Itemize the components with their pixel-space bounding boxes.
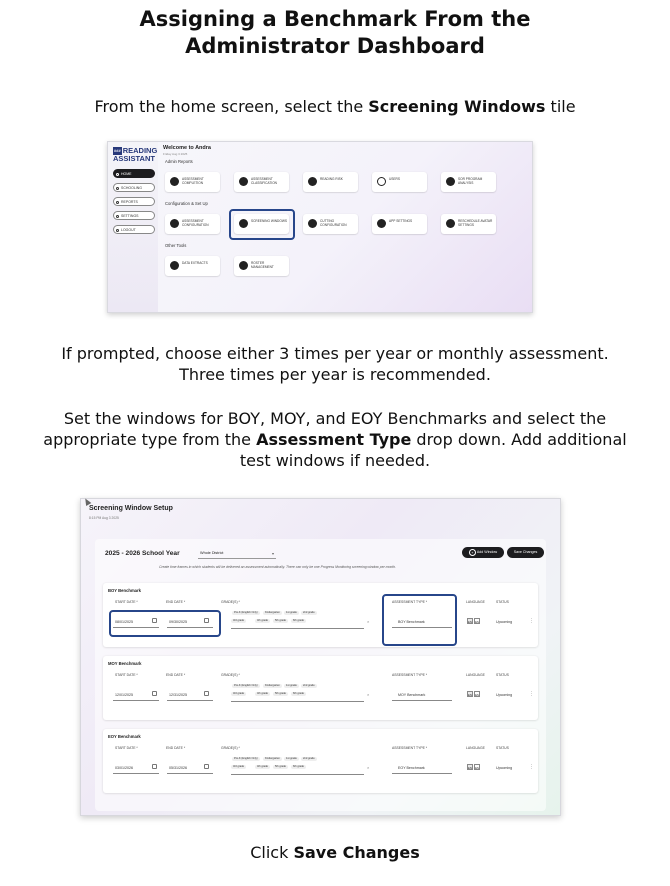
step-1-instruction bbox=[0, 96, 670, 117]
district-select[interactable] bbox=[198, 548, 276, 559]
tile-label: DATA EXTRACTS bbox=[182, 261, 208, 265]
setup-note: Create time frames in which students will be delivered an assessment automatically. There can only be one Progress Monitoring screening window per month. bbox=[159, 565, 397, 569]
benchmark-card bbox=[103, 729, 538, 793]
grade-chip[interactable]: 3rd grade bbox=[233, 619, 245, 622]
language-en-toggle[interactable]: EN bbox=[468, 766, 472, 770]
assessment-type-label: ASSESSMENT TYPE * bbox=[392, 673, 428, 677]
language-es-toggle[interactable]: ES bbox=[475, 620, 479, 624]
step-3-line-3: test windows if needed. bbox=[239, 451, 431, 470]
avatar-settings-icon bbox=[446, 219, 455, 228]
app-settings-icon bbox=[377, 219, 386, 228]
benchmark-card bbox=[103, 656, 538, 720]
tile-label: APP SETTINGS bbox=[389, 219, 413, 223]
logo-line-2: ASSISTANT bbox=[113, 154, 155, 163]
district-value: Whole District bbox=[200, 551, 224, 555]
grade-chip[interactable]: 2nd grade bbox=[303, 757, 315, 760]
grade-chip[interactable]: 6th grade bbox=[293, 692, 304, 695]
language-label: LANGUAGE bbox=[466, 673, 485, 677]
assessment-type-select[interactable]: BOY Benchmark bbox=[398, 620, 425, 624]
completion-icon bbox=[170, 177, 179, 186]
calendar-icon[interactable] bbox=[204, 691, 209, 696]
step-2-line-1: If prompted, choose either 3 times per year or monthly assessment. bbox=[61, 344, 609, 363]
assessment-type-underline bbox=[392, 700, 452, 701]
add-window-button[interactable] bbox=[462, 547, 504, 558]
tile-cutting-configuration[interactable] bbox=[303, 214, 358, 234]
step-4-instruction bbox=[0, 842, 670, 863]
title-line-1: Assigning a Benchmark From the bbox=[139, 7, 531, 31]
grades-label: GRADE(S) * bbox=[221, 746, 240, 750]
tile-label: ASSESSMENT CONFIGURATION bbox=[182, 219, 209, 227]
status-label: STATUS bbox=[496, 600, 509, 604]
assessment-type-highlight bbox=[382, 594, 457, 646]
tile-assessment-classification[interactable] bbox=[234, 172, 289, 192]
grades-label: GRADE(S) * bbox=[221, 673, 240, 677]
start-date-input[interactable]: 08/01/2025 bbox=[115, 620, 133, 624]
assessment-type-select[interactable]: EOY Benchmark bbox=[398, 766, 425, 770]
step-2-instruction bbox=[0, 343, 670, 385]
reading-assistant-logo bbox=[113, 147, 159, 163]
start-date-label: START DATE * bbox=[115, 746, 138, 750]
clear-grades-icon[interactable]: × bbox=[367, 692, 370, 697]
screening-windows-highlight bbox=[229, 209, 295, 240]
welcome-heading: Welcome to Andra bbox=[163, 145, 211, 151]
benchmark-name: BOY Benchmark bbox=[108, 588, 141, 593]
language-en-toggle[interactable]: EN bbox=[468, 693, 472, 697]
grade-chip[interactable]: 2nd grade bbox=[303, 611, 315, 614]
section-admin-reports: Admin Reports bbox=[165, 159, 193, 164]
grade-chip[interactable]: 6th grade bbox=[293, 765, 304, 768]
tile-sor-program-analysis[interactable] bbox=[441, 172, 496, 192]
tile-data-extracts[interactable] bbox=[165, 256, 220, 276]
step-4-bold: Save Changes bbox=[293, 843, 420, 862]
more-options-icon[interactable]: ⋮ bbox=[529, 618, 534, 624]
school-icon bbox=[116, 187, 119, 190]
status-value: Upcoming bbox=[496, 693, 513, 697]
step-4-text: Click bbox=[250, 843, 294, 862]
nav-schooling-label: SCHOOLING bbox=[121, 186, 143, 190]
tile-roster-management[interactable] bbox=[234, 256, 289, 276]
status-label: STATUS bbox=[496, 673, 509, 677]
plus-icon: + bbox=[469, 549, 476, 556]
tile-assessment-configuration[interactable] bbox=[165, 214, 220, 234]
chevron-down-icon: ▾ bbox=[271, 551, 274, 556]
reports-icon bbox=[116, 201, 119, 204]
save-changes-label: Save Changes bbox=[513, 550, 538, 554]
users-icon bbox=[377, 177, 386, 186]
setup-title: Screening Window Setup bbox=[89, 505, 173, 512]
logout-icon bbox=[116, 229, 119, 232]
step-1-bold: Screening Windows bbox=[368, 97, 546, 116]
status-label: STATUS bbox=[496, 746, 509, 750]
assessment-type-underline bbox=[392, 773, 452, 774]
tile-avatar-settings[interactable] bbox=[441, 214, 496, 234]
tile-app-settings[interactable] bbox=[372, 214, 427, 234]
settings-icon bbox=[116, 215, 119, 218]
status-value: Upcoming bbox=[496, 766, 513, 770]
nav-logout-label: LOGOUT bbox=[121, 228, 136, 232]
calendar-icon[interactable] bbox=[152, 691, 157, 696]
more-options-icon[interactable]: ⋮ bbox=[529, 691, 534, 697]
step-1-text: From the home screen, select the bbox=[94, 97, 369, 116]
step-3-bold: Assessment Type bbox=[256, 430, 412, 449]
save-changes-button[interactable] bbox=[507, 547, 544, 558]
grade-chip[interactable]: 4th grade bbox=[257, 765, 268, 768]
tile-label: SCREENING WINDOWS bbox=[251, 219, 287, 223]
nav-settings-label: SETTINGS bbox=[121, 214, 139, 218]
title-line-2: Administrator Dashboard bbox=[185, 34, 485, 58]
benchmark-name: EOY Benchmark bbox=[108, 734, 141, 739]
classification-icon bbox=[239, 177, 248, 186]
risk-icon bbox=[308, 177, 317, 186]
roster-icon bbox=[239, 261, 248, 270]
nav-home-label: HOME bbox=[121, 172, 132, 176]
assessment-type-select[interactable]: MOY Benchmark bbox=[398, 693, 426, 697]
grade-chip[interactable]: 1st grade bbox=[286, 757, 297, 760]
clear-grades-icon[interactable]: × bbox=[367, 619, 370, 624]
end-date-input[interactable]: 12/31/2025 bbox=[169, 693, 187, 697]
step-3-line-2: appropriate type from the bbox=[43, 430, 257, 449]
language-label: LANGUAGE bbox=[466, 600, 485, 604]
grades-label: GRADE(S) * bbox=[221, 600, 240, 604]
analysis-icon bbox=[446, 177, 455, 186]
grade-chip[interactable]: 4th grade bbox=[257, 692, 268, 695]
grade-chip[interactable]: Pre-K (English Only) bbox=[234, 611, 258, 614]
grade-chip[interactable]: Pre-K (English Only) bbox=[234, 757, 258, 760]
end-date-label: END DATE * bbox=[166, 673, 186, 677]
grade-chip[interactable]: 3rd grade bbox=[233, 765, 245, 768]
tile-label: USERS bbox=[389, 177, 400, 181]
grade-chip[interactable]: 4th grade bbox=[257, 619, 268, 622]
language-es-toggle[interactable]: ES bbox=[475, 693, 479, 697]
step-3-instruction bbox=[0, 408, 670, 471]
nav-reports[interactable] bbox=[113, 197, 155, 206]
cutting-icon bbox=[308, 219, 317, 228]
end-date-label: END DATE * bbox=[166, 600, 186, 604]
welcome-subtitle: Friday Aug 3 2025 bbox=[163, 152, 188, 156]
start-date-underline bbox=[113, 773, 159, 774]
logo-mark: ### bbox=[114, 148, 121, 153]
end-date-underline bbox=[167, 700, 213, 701]
logo-line-1: READING bbox=[122, 146, 158, 155]
tile-label: RESCHEDULE AVATAR SETTINGS bbox=[458, 219, 493, 227]
grade-chip[interactable]: 1st grade bbox=[286, 684, 297, 687]
start-date-label: START DATE * bbox=[115, 673, 138, 677]
more-options-icon[interactable]: ⋮ bbox=[529, 764, 534, 770]
start-date-input[interactable]: 12/01/2025 bbox=[115, 693, 133, 697]
tile-users[interactable] bbox=[372, 172, 427, 192]
language-en-toggle[interactable]: EN bbox=[468, 620, 472, 624]
extract-icon bbox=[170, 261, 179, 270]
step-3-line-2-end: drop down. Add additional bbox=[411, 430, 627, 449]
grade-chip[interactable]: 5th grade bbox=[275, 765, 286, 768]
section-other-tools: Other Tools bbox=[165, 243, 187, 248]
grade-chip[interactable]: Kindergarten bbox=[265, 757, 280, 760]
add-window-label: Add Window bbox=[476, 550, 498, 554]
grade-chip[interactable]: Kindergarten bbox=[265, 611, 280, 614]
date-fields-highlight bbox=[109, 610, 221, 637]
section-configuration: Configuration & Set Up bbox=[165, 201, 208, 206]
nav-schooling[interactable] bbox=[113, 183, 155, 192]
benchmark-name: MOY Benchmark bbox=[108, 661, 142, 666]
status-value: Upcoming bbox=[496, 620, 513, 624]
grade-chip[interactable]: 2nd grade bbox=[303, 684, 315, 687]
setup-date: 8:15 PM Aug 3 2025 bbox=[89, 516, 119, 520]
start-date-underline bbox=[113, 700, 159, 701]
tile-assessment-completion[interactable] bbox=[165, 172, 220, 192]
grade-chip[interactable]: Pre-K (English Only) bbox=[234, 684, 258, 687]
nav-reports-label: REPORTS bbox=[121, 200, 138, 204]
grade-chip[interactable]: 5th grade bbox=[275, 619, 286, 622]
nav-settings[interactable] bbox=[113, 211, 155, 220]
dashboard-screenshot bbox=[107, 141, 533, 313]
tile-label: SOR PROGRAM ANALYSIS bbox=[458, 177, 483, 185]
calendar-icon[interactable] bbox=[204, 764, 209, 769]
home-icon bbox=[116, 173, 119, 176]
end-date-input[interactable]: 05/31/2026 bbox=[169, 766, 187, 770]
grade-chip[interactable]: 1st grade bbox=[286, 611, 297, 614]
grade-chip[interactable]: 5th grade bbox=[275, 692, 286, 695]
step-2-line-2: Three times per year is recommended. bbox=[179, 365, 491, 384]
start-date-input[interactable]: 03/01/2026 bbox=[115, 766, 133, 770]
screening-setup-screenshot bbox=[80, 498, 561, 816]
clear-grades-icon[interactable]: × bbox=[367, 765, 370, 770]
grade-chip[interactable]: 6th grade bbox=[293, 619, 304, 622]
grade-chip[interactable]: Kindergarten bbox=[265, 684, 280, 687]
tile-label: CUTTING CONFIGURATION bbox=[320, 219, 347, 227]
school-year: 2025 - 2026 School Year bbox=[105, 550, 180, 557]
tile-reading-risk[interactable] bbox=[303, 172, 358, 192]
end-date-underline bbox=[167, 773, 213, 774]
step-3-line-1: Set the windows for BOY, MOY, and EOY Benchmarks and select the bbox=[63, 409, 607, 428]
step-1-text-end: tile bbox=[545, 97, 576, 116]
language-es-toggle[interactable]: ES bbox=[475, 766, 479, 770]
language-label: LANGUAGE bbox=[466, 746, 485, 750]
start-date-label: START DATE * bbox=[115, 600, 138, 604]
nav-home[interactable] bbox=[113, 169, 155, 178]
configuration-icon bbox=[170, 219, 179, 228]
assessment-type-label: ASSESSMENT TYPE * bbox=[392, 746, 428, 750]
assessment-type-label: ASSESSMENT TYPE * bbox=[392, 600, 428, 604]
tile-label: ASSESSMENT CLASSIFICATION bbox=[251, 177, 277, 185]
page-title bbox=[0, 6, 670, 60]
end-date-input[interactable]: 09/30/2025 bbox=[169, 620, 187, 624]
tile-label: READING RISK bbox=[320, 177, 343, 181]
nav-logout[interactable] bbox=[113, 225, 155, 234]
end-date-label: END DATE * bbox=[166, 746, 186, 750]
tile-label: ROSTER MANAGEMENT bbox=[251, 261, 274, 269]
tile-label: ASSESSMENT COMPLETION bbox=[182, 177, 204, 185]
calendar-icon[interactable] bbox=[152, 764, 157, 769]
grade-chip[interactable]: 3rd grade bbox=[233, 692, 245, 695]
